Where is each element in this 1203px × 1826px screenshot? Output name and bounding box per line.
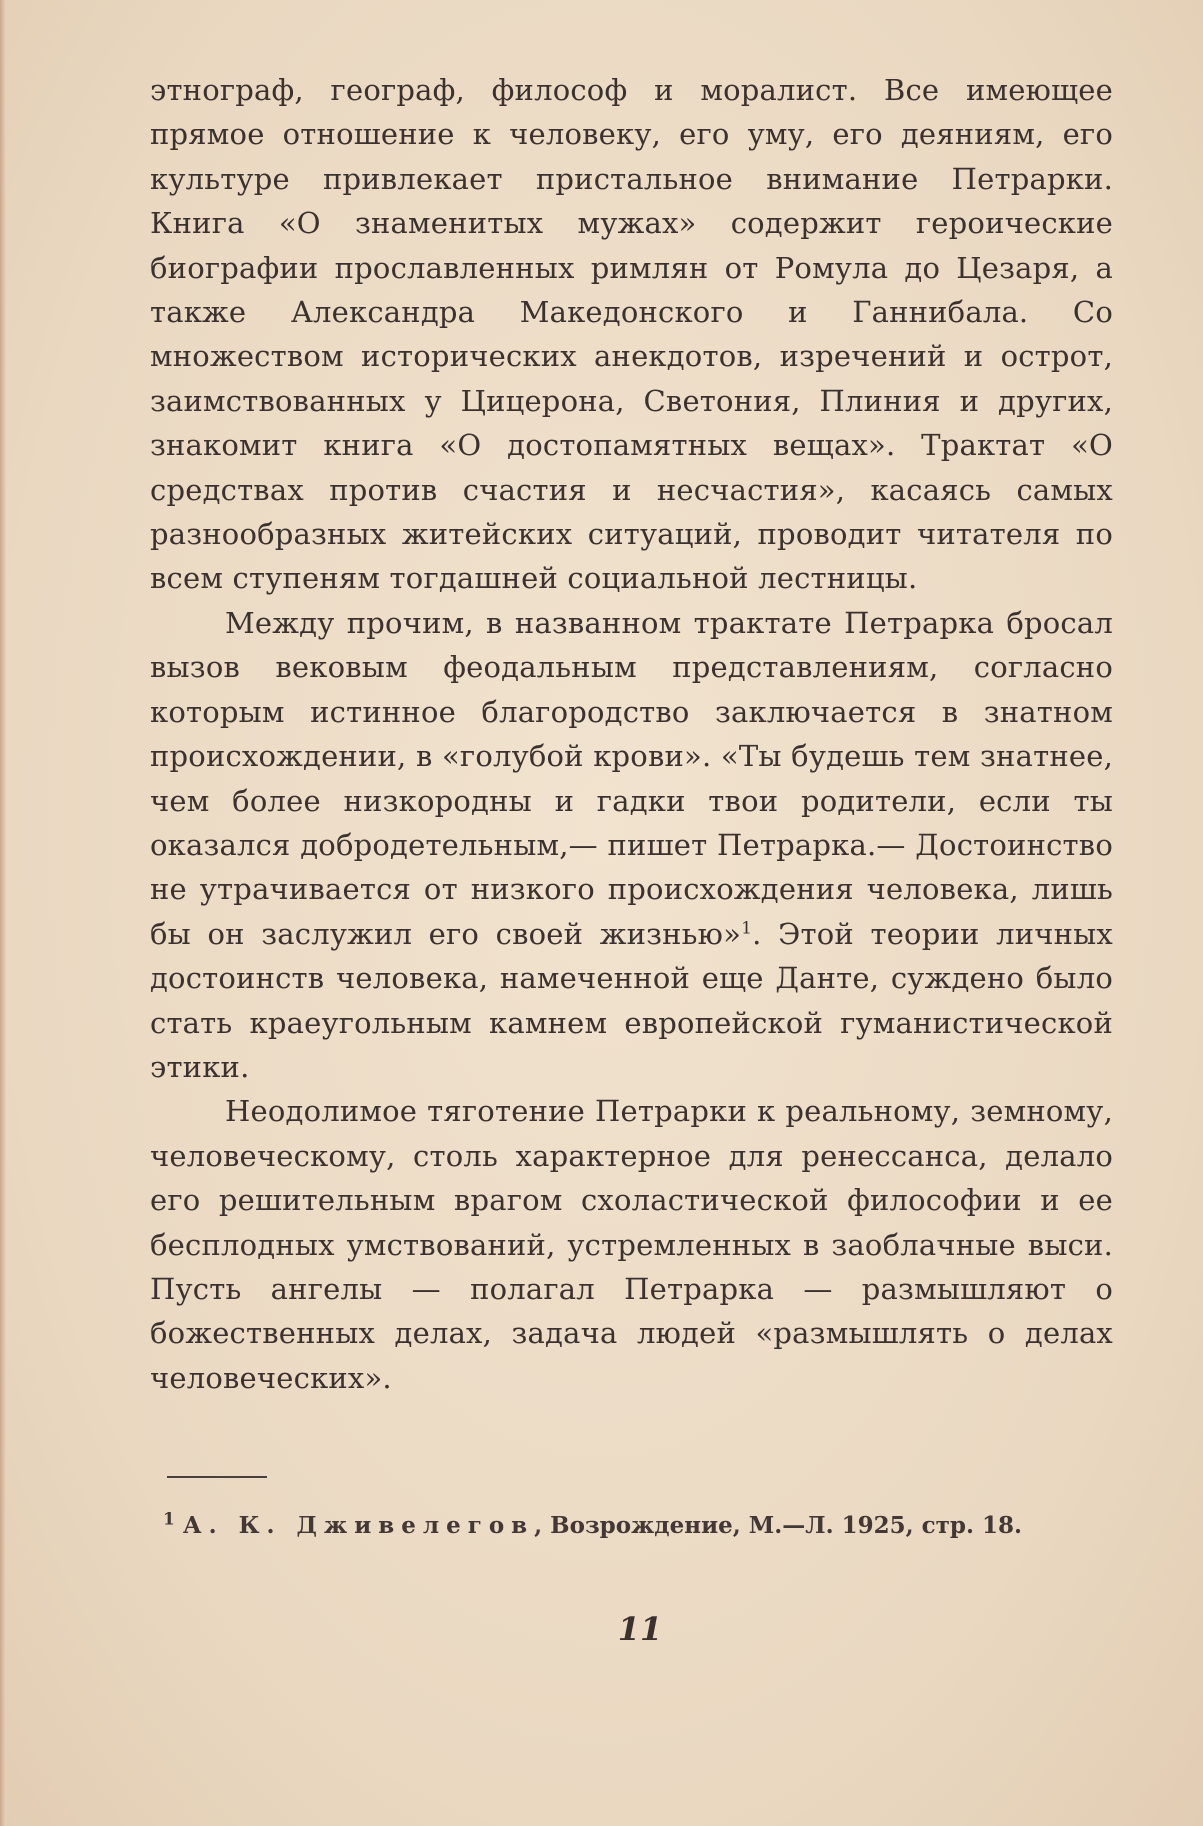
footnote-author: А. К. Дживелегов: [182, 1512, 535, 1539]
paragraph-1: этнограф, географ, философ и моралист. Все имеющее прямое отношение к человеку, его уму, его деяниям, его культуре привлекает пристальное внимание Петрарки. Книга «О знаменитых мужах» содержит героические биографии прославленных римлян от Ромула до Цезаря, а также Александра Македонского и Ганнибала. Со множеством исторических анекдотов, изречений и острот, заимствованных у Цицерона, Светония, Плиния и других, знакомит книга «О достопамятных вещах». Трактат «О средствах против счастия и несчастия», касаясь самых разнообразных житейских ситуаций, проводит читателя по всем ступеням тогдашней социальной лестницы.: [150, 73, 1113, 596]
paragraph-3: Неодолимое тяготение Петрарки к реальному, земному, человеческому, столь характерное для ренессанса, делало его решительным врагом схоластической философии и ее бесплодных умствований, устремленных в заоблачные выси. Пусть ангелы — полагал Петрарка — размышляют о божественных делах, задача людей «размышлять о делах человеческих».: [150, 1094, 1113, 1395]
paragraph-2-text-after: . Этой теории личных достоинств человека, намеченной еще Данте, суждено было стать краеугольным камнем европейской гуманистической этики.: [150, 916, 1113, 1084]
footnote-divider: [167, 1476, 267, 1478]
footnote-reference: 1: [741, 918, 753, 939]
body-text: [150, 68, 1113, 1400]
page-edge: [0, 0, 6, 1826]
paragraph-2-text-before: Между прочим, в названном трактате Петрарка бросал вызов вековым феодальным представлениям, согласно которым истинное благородство заключается в знатном происхождении, в «голубой крови». «Ты будешь тем знатнее, чем более низкородны и гадки твои родители, если ты оказался добродетельным,— пишет Петрарка.— Достоинство не утрачивается от низкого происхождения человека, лишь бы он заслужил его своей жизнью»: [150, 605, 1113, 951]
footnote-citation: , Возрождение, М.—Л. 1925, стр. 18.: [534, 1512, 1023, 1539]
page-number: 11: [617, 1610, 663, 1648]
footnote: [163, 1508, 1133, 1543]
paragraph-2: [150, 601, 1113, 1089]
footnote-mark: 1: [163, 1509, 175, 1530]
